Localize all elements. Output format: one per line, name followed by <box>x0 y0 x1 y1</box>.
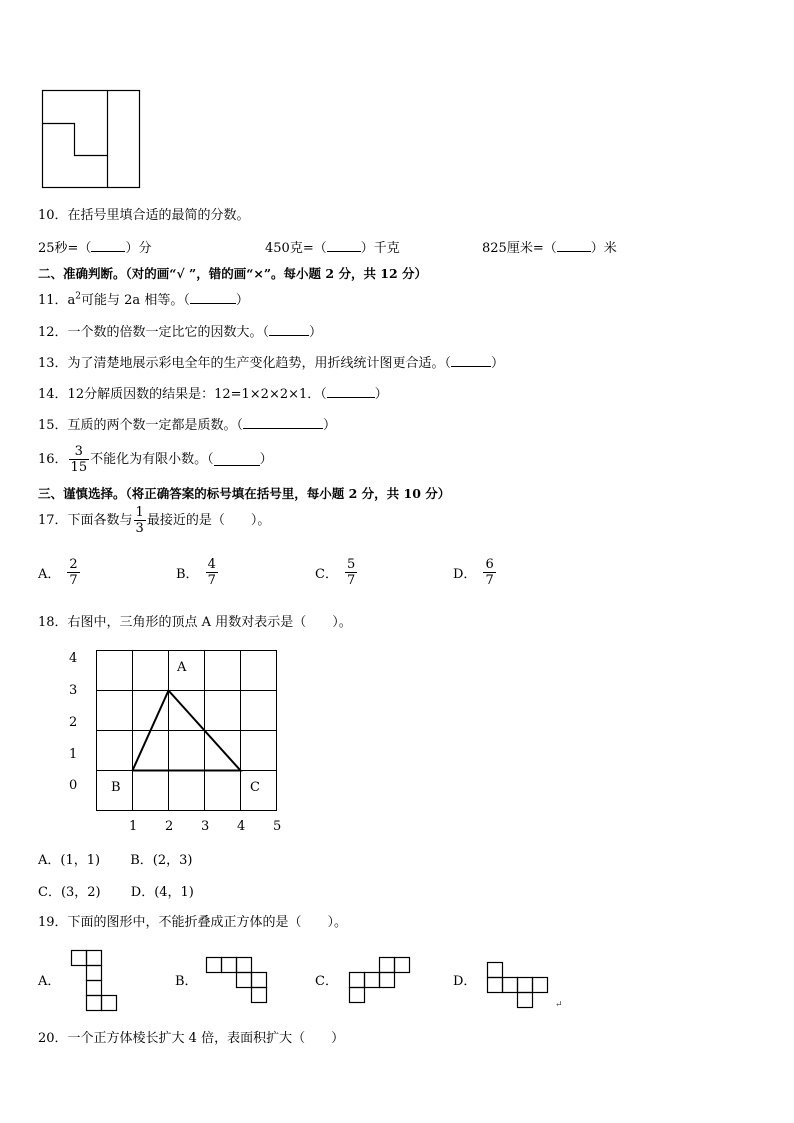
q17-option-d[interactable]: D． $\frac{6}{7}$ <box>453 557 494 588</box>
point-c-label: C <box>250 780 260 795</box>
question-20: 20．一个正方体棱长扩大 4 倍，表面积扩大（ ） <box>38 1031 345 1046</box>
y-label-0: 0 <box>69 778 78 793</box>
q10-item-1: 25秒=（ ）分 <box>38 241 152 256</box>
q19-nets <box>0 940 794 1020</box>
q19-option-d[interactable]: D． <box>453 974 477 989</box>
top-figure <box>0 0 794 200</box>
question-11: 11．$a^2$可能与 2a 相等。（ ） <box>38 291 249 308</box>
fraction-3-15: $\frac{3}{15}$ <box>70 444 88 475</box>
question-18: 18．右图中，三角形的顶点 A 用数对表示是（ ）。 <box>38 615 352 630</box>
x-label-3: 3 <box>201 819 210 834</box>
section-2-header: 二、准确判断。（对的画“√ ”，错的画“×”。每小题 2 分，共 12 分） <box>38 266 428 281</box>
x-label-2: 2 <box>165 819 174 834</box>
x-label-5: 5 <box>273 819 282 834</box>
question-19: 19．下面的图形中，不能折叠成正方体的是（ ）。 <box>38 915 348 930</box>
y-label-2: 2 <box>69 715 78 730</box>
question-17: 17．下面各数与 $\frac{1}{3}$ 最接近的是（ ）。 <box>38 505 271 536</box>
point-b-label: B <box>111 780 121 795</box>
q18-options-row-2[interactable]: C．(3，2) D．(4，1) <box>38 885 194 900</box>
question-12: 12．一个数的倍数一定比它的因数大。（ ） <box>38 325 323 340</box>
x-label-1: 1 <box>129 819 138 834</box>
question-13: 13．为了清楚地展示彩电全年的生产变化趋势，用折线统计图更合适。（ ） <box>38 356 505 371</box>
q10-item-3: 825厘米=（ ）米 <box>482 241 617 256</box>
q10-item-2: 450克=（ ）千克 <box>265 241 400 256</box>
y-label-3: 3 <box>69 683 78 698</box>
return-mark: ↵ <box>555 1000 563 1010</box>
question-16: 16． $\frac{3}{15}$ 不能化为有限小数。（ ） <box>38 444 273 475</box>
question-14: 14．12分解质因数的结果是：12=1×2×2×1．（ ） <box>38 387 388 402</box>
coordinate-grid <box>0 640 794 840</box>
q17-option-b[interactable]: B． $\frac{4}{7}$ <box>176 557 216 588</box>
q17-option-c[interactable]: C． $\frac{5}{7}$ <box>315 557 356 588</box>
y-label-1: 1 <box>69 747 78 762</box>
q18-options-row-1[interactable]: A．(1，1) B．(2，3) <box>38 853 193 868</box>
q19-option-b[interactable]: B． <box>175 974 198 989</box>
fraction-1-3: $\frac{1}{3}$ <box>135 505 144 536</box>
section-3-header: 三、谨慎选择。（将正确答案的标号填在括号里，每小题 2 分，共 10 分） <box>38 486 451 501</box>
x-label-4: 4 <box>237 819 246 834</box>
question-15: 15．互质的两个数一定都是质数。（ ） <box>38 418 337 433</box>
q19-option-a[interactable]: A． <box>38 974 61 989</box>
y-label-4: 4 <box>69 651 78 666</box>
point-a-label: A <box>177 660 187 675</box>
q19-option-c[interactable]: C． <box>315 974 338 989</box>
question-10: 10．在括号里填合适的最简的分数。 <box>38 208 250 223</box>
q17-option-a[interactable]: A． $\frac{2}{7}$ <box>38 557 78 588</box>
